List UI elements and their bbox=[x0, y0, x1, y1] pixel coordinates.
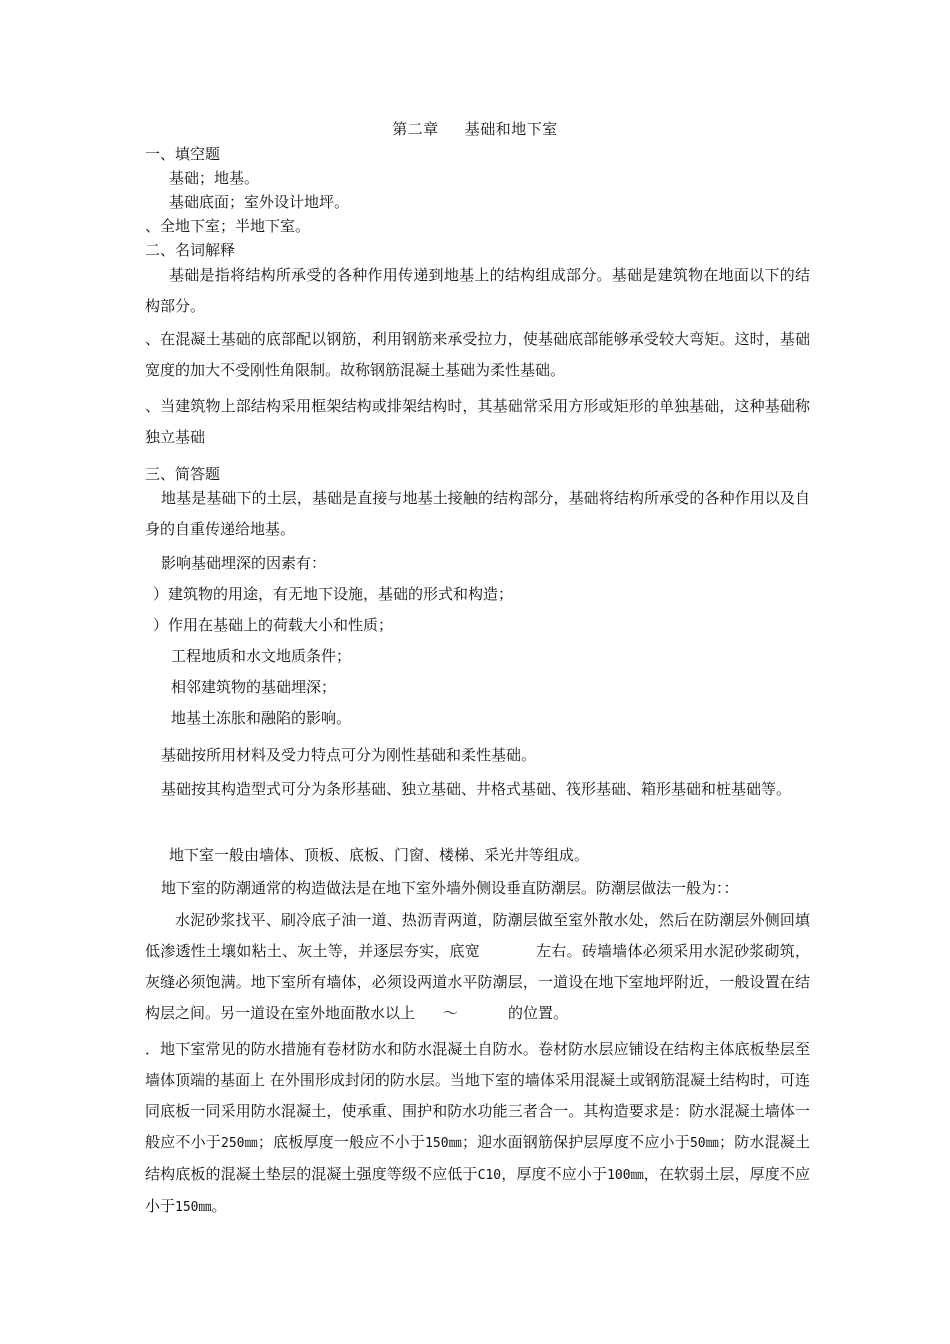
answer-waterproof bbox=[145, 1034, 810, 1223]
answer-ground bbox=[145, 483, 810, 545]
waterproof-text: 。 bbox=[211, 1197, 227, 1215]
section-terms bbox=[145, 324, 810, 386]
answer-paragraph bbox=[145, 1034, 810, 1223]
section-heading: 一、填空题 bbox=[145, 145, 221, 163]
damp-tilde: ～ bbox=[443, 1004, 459, 1022]
answer-line: 、全地下室；半地下室。 bbox=[145, 217, 311, 235]
answer-paragraph bbox=[145, 905, 810, 1029]
term-paragraph: 、在混凝土基础的底部配以钢筋，利用钢筋来承受拉力，使基础底部能够承受较大弯矩。这时，基础宽度的加大不受刚性角限制。故称钢筋混凝土基础为柔性基础。 bbox=[145, 330, 810, 379]
factor-item: ）建筑物的用途，有无地下设施，基础的形式和构造； bbox=[153, 585, 514, 603]
damp-text-b: 左右。砖墙墙体必须采用水泥砂浆砌筑，灰缝必须饱满。地下室所有墙体，必须设两道水平防潮层，一道设在地下室地坪附近，一般设置在结构层之间。另一道设在室外地面散水以上 bbox=[145, 942, 810, 1022]
section-terms bbox=[145, 391, 810, 453]
answer-damp-detail bbox=[145, 905, 810, 1029]
chapter-name: 基础和地下室 bbox=[464, 120, 558, 138]
value-soft-thickness: 150㎜ bbox=[175, 1200, 212, 1215]
answer-line: 基础底面；室外设计地坪。 bbox=[169, 193, 350, 211]
answer-paragraph: 地下室一般由墙体、顶板、底板、门窗、楼梯、采光井等组成。 bbox=[169, 846, 590, 864]
answer-paragraph: 地基是基础下的土层，基础是直接与地基土接触的结构部分，基础将结构所承受的各种作用以及自身的自重传递给地基。 bbox=[145, 489, 810, 538]
chapter-title bbox=[0, 118, 950, 139]
answer-damp-intro bbox=[145, 873, 810, 904]
waterproof-text: ，在软弱土层，厚度不应小于 bbox=[145, 1165, 810, 1215]
value-wall-thickness: 250㎜ bbox=[221, 1136, 258, 1151]
damp-text-c: 的位置。 bbox=[508, 1004, 569, 1022]
answer-material bbox=[145, 740, 810, 771]
answer-form bbox=[145, 774, 810, 805]
section-fill-in bbox=[145, 142, 810, 262]
value-grade: C10 bbox=[477, 1168, 502, 1183]
answer-paragraph: 基础按其构造型式可分为条形基础、独立基础、井格式基础、筏形基础、箱形基础和桩基础等。 bbox=[161, 780, 792, 798]
factor-item: 工程地质和水文地质条件； bbox=[171, 647, 352, 665]
answer-paragraph: 地下室的防潮通常的构造做法是在地下室外墙外侧设垂直防潮层。防潮层做法一般为：： bbox=[161, 879, 739, 897]
factor-item: ）作用在基础上的荷载大小和性质； bbox=[153, 616, 394, 634]
waterproof-text: ；防水混凝土结构底板的混凝土垫层的混凝土强度等级不应低于 bbox=[145, 1133, 811, 1183]
answer-line: 基础；地基。 bbox=[169, 169, 260, 187]
answer-basement bbox=[145, 840, 810, 871]
section-terms bbox=[145, 260, 810, 322]
factors-list bbox=[145, 548, 810, 734]
waterproof-text: ，厚度不应小于 bbox=[501, 1165, 608, 1183]
waterproof-text: ；底板厚度一般应不小于 bbox=[257, 1133, 426, 1151]
answer-paragraph: 基础按所用材料及受力特点可分为刚性基础和柔性基础。 bbox=[161, 746, 537, 764]
damp-text-a: 水泥砂浆找平、刷冷底子油一道、热沥青两道，防潮层做至室外散水处，然后在防潮层外侧回填低渗透性土壤如粘土、灰土等，并逐层夯实，底宽 bbox=[145, 911, 810, 960]
factor-item: 相邻建筑物的基础埋深； bbox=[171, 678, 337, 696]
waterproof-text: ．地下室常见的防水措施有卷材防水和防水混凝土自防水。卷材防水层应铺设在结构主体底板垫层至墙体顶端的基面上 在外围形成封闭的防水层。当地下室的墙体采用混凝土或钢筋混凝土结构时，可连同底板一同采用防水混凝土，使承重、围护和防水功能三者合一。其构造要求是：防水混凝土墙体一般应不小于 bbox=[145, 1040, 810, 1151]
waterproof-text: ；迎水面钢筋保护层厚度不应小于 bbox=[461, 1133, 690, 1151]
factor-item: 地基土冻胀和融陷的影响。 bbox=[171, 709, 352, 727]
factors-intro: 影响基础埋深的因素有： bbox=[161, 554, 327, 572]
term-paragraph: 、当建筑物上部结构采用框架结构或排架结构时，其基础常采用方形或矩形的单独基础，这种基础称独立基础 bbox=[145, 397, 810, 446]
term-paragraph: 基础是指将结构所承受的各种作用传递到地基上的结构组成部分。基础是建筑物在地面以下的结构部分。 bbox=[145, 266, 810, 315]
value-cover: 50㎜ bbox=[689, 1136, 720, 1151]
chapter-number: 第二章 bbox=[392, 120, 439, 138]
value-cushion-thickness: 100㎜ bbox=[607, 1168, 644, 1183]
value-floor-thickness: 150㎜ bbox=[425, 1136, 462, 1151]
section-heading: 三、简答题 bbox=[145, 465, 221, 483]
section-heading: 二、名词解释 bbox=[145, 241, 236, 259]
